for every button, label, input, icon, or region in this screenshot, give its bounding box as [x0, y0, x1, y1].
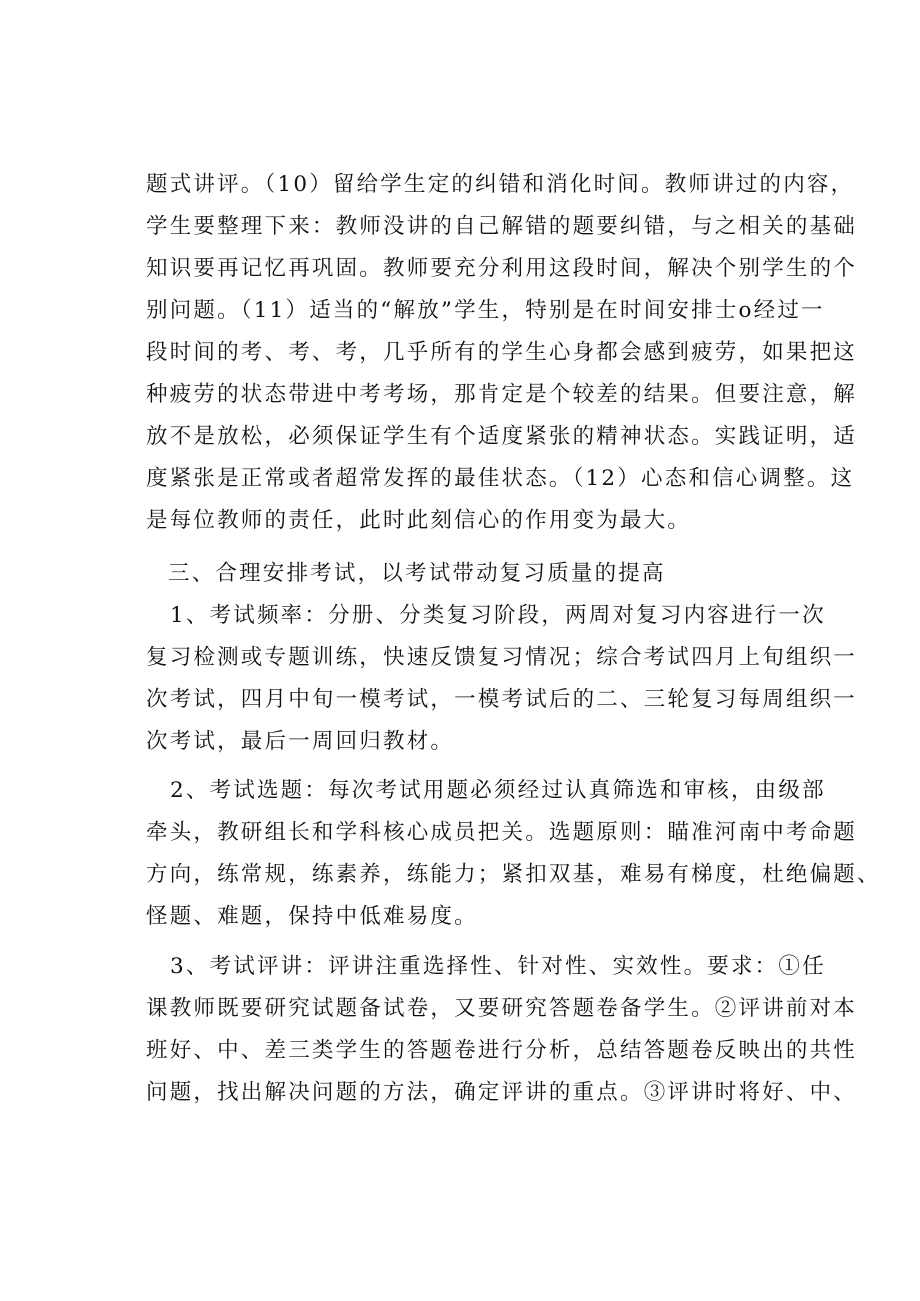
text-line: 题式讲评。（10）留给学生定的纠错和消化时间。教师讲过的内容，: [146, 172, 855, 197]
text-line: 3、考试评讲：评讲注重选择性、针对性、实效性。要求：①任: [170, 954, 826, 979]
text-line: 放不是放松，必须保证学生有个适度紧张的精神状态。实践证明，适: [146, 424, 858, 449]
section-heading: 三、合理安排考试，以考试带动复习质量的提高: [168, 561, 666, 586]
text-line: 2、考试选题：每次考试用题必须经过认真筛选和审核，由级部: [170, 778, 826, 803]
text-line: 班好、中、差三类学生的答题卷进行分析，总结答题卷反映出的共性: [146, 1038, 858, 1063]
text-line: 别问题。（11）适当的“解放”学生，特别是在时间安排士o经过一: [146, 298, 825, 323]
text-line: 度紧张是正常或者超常发挥的最佳状态。（12）心态和信心调整。这: [146, 466, 855, 491]
text-line: 复习检测或专题训练，快速反馈复习情况；综合考试四月上旬组织一: [146, 645, 858, 670]
text-line: 课教师既要研究试题备试卷，又要研究答题卷备学生。②评讲前对本: [146, 996, 858, 1021]
text-line: 知识要再记忆再巩固。教师要充分利用这段时间，解决个别学生的个: [146, 256, 858, 281]
text-line: 种疲劳的状态带进中考考场，那肯定是个较差的结果。但要注意，解: [146, 382, 858, 407]
text-line: 问题，找出解决问题的方法，确定评讲的重点。③评讲时将好、中、: [146, 1080, 858, 1105]
text-line: 1、考试频率：分册、分类复习阶段，两周对复习内容进行一次: [170, 603, 826, 628]
text-line: 次考试，四月中旬一模考试，一模考试后的二、三轮复习每周组织一: [146, 687, 858, 712]
text-line: 是每位教师的责任，此时此刻信心的作用变为最大。: [146, 508, 692, 533]
text-line: 牵头，教研组长和学科核心成员把关。选题原则：瞄准河南中考命题: [146, 820, 858, 845]
text-line: 段时间的考、考、考，几乎所有的学生心身都会感到疲劳，如果把这: [146, 340, 858, 365]
text-line: 怪题、难题，保持中低难易度。: [146, 904, 478, 929]
text-line: 学生要整理下来：教师没讲的自己解错的题要纠错，与之相关的基础: [146, 214, 858, 239]
text-line: 方向，练常规，练素养，练能力；紧扣双基，难易有梯度，杜绝偏题、: [146, 862, 881, 887]
text-line: 次考试，最后一周回归教材。: [146, 729, 455, 754]
